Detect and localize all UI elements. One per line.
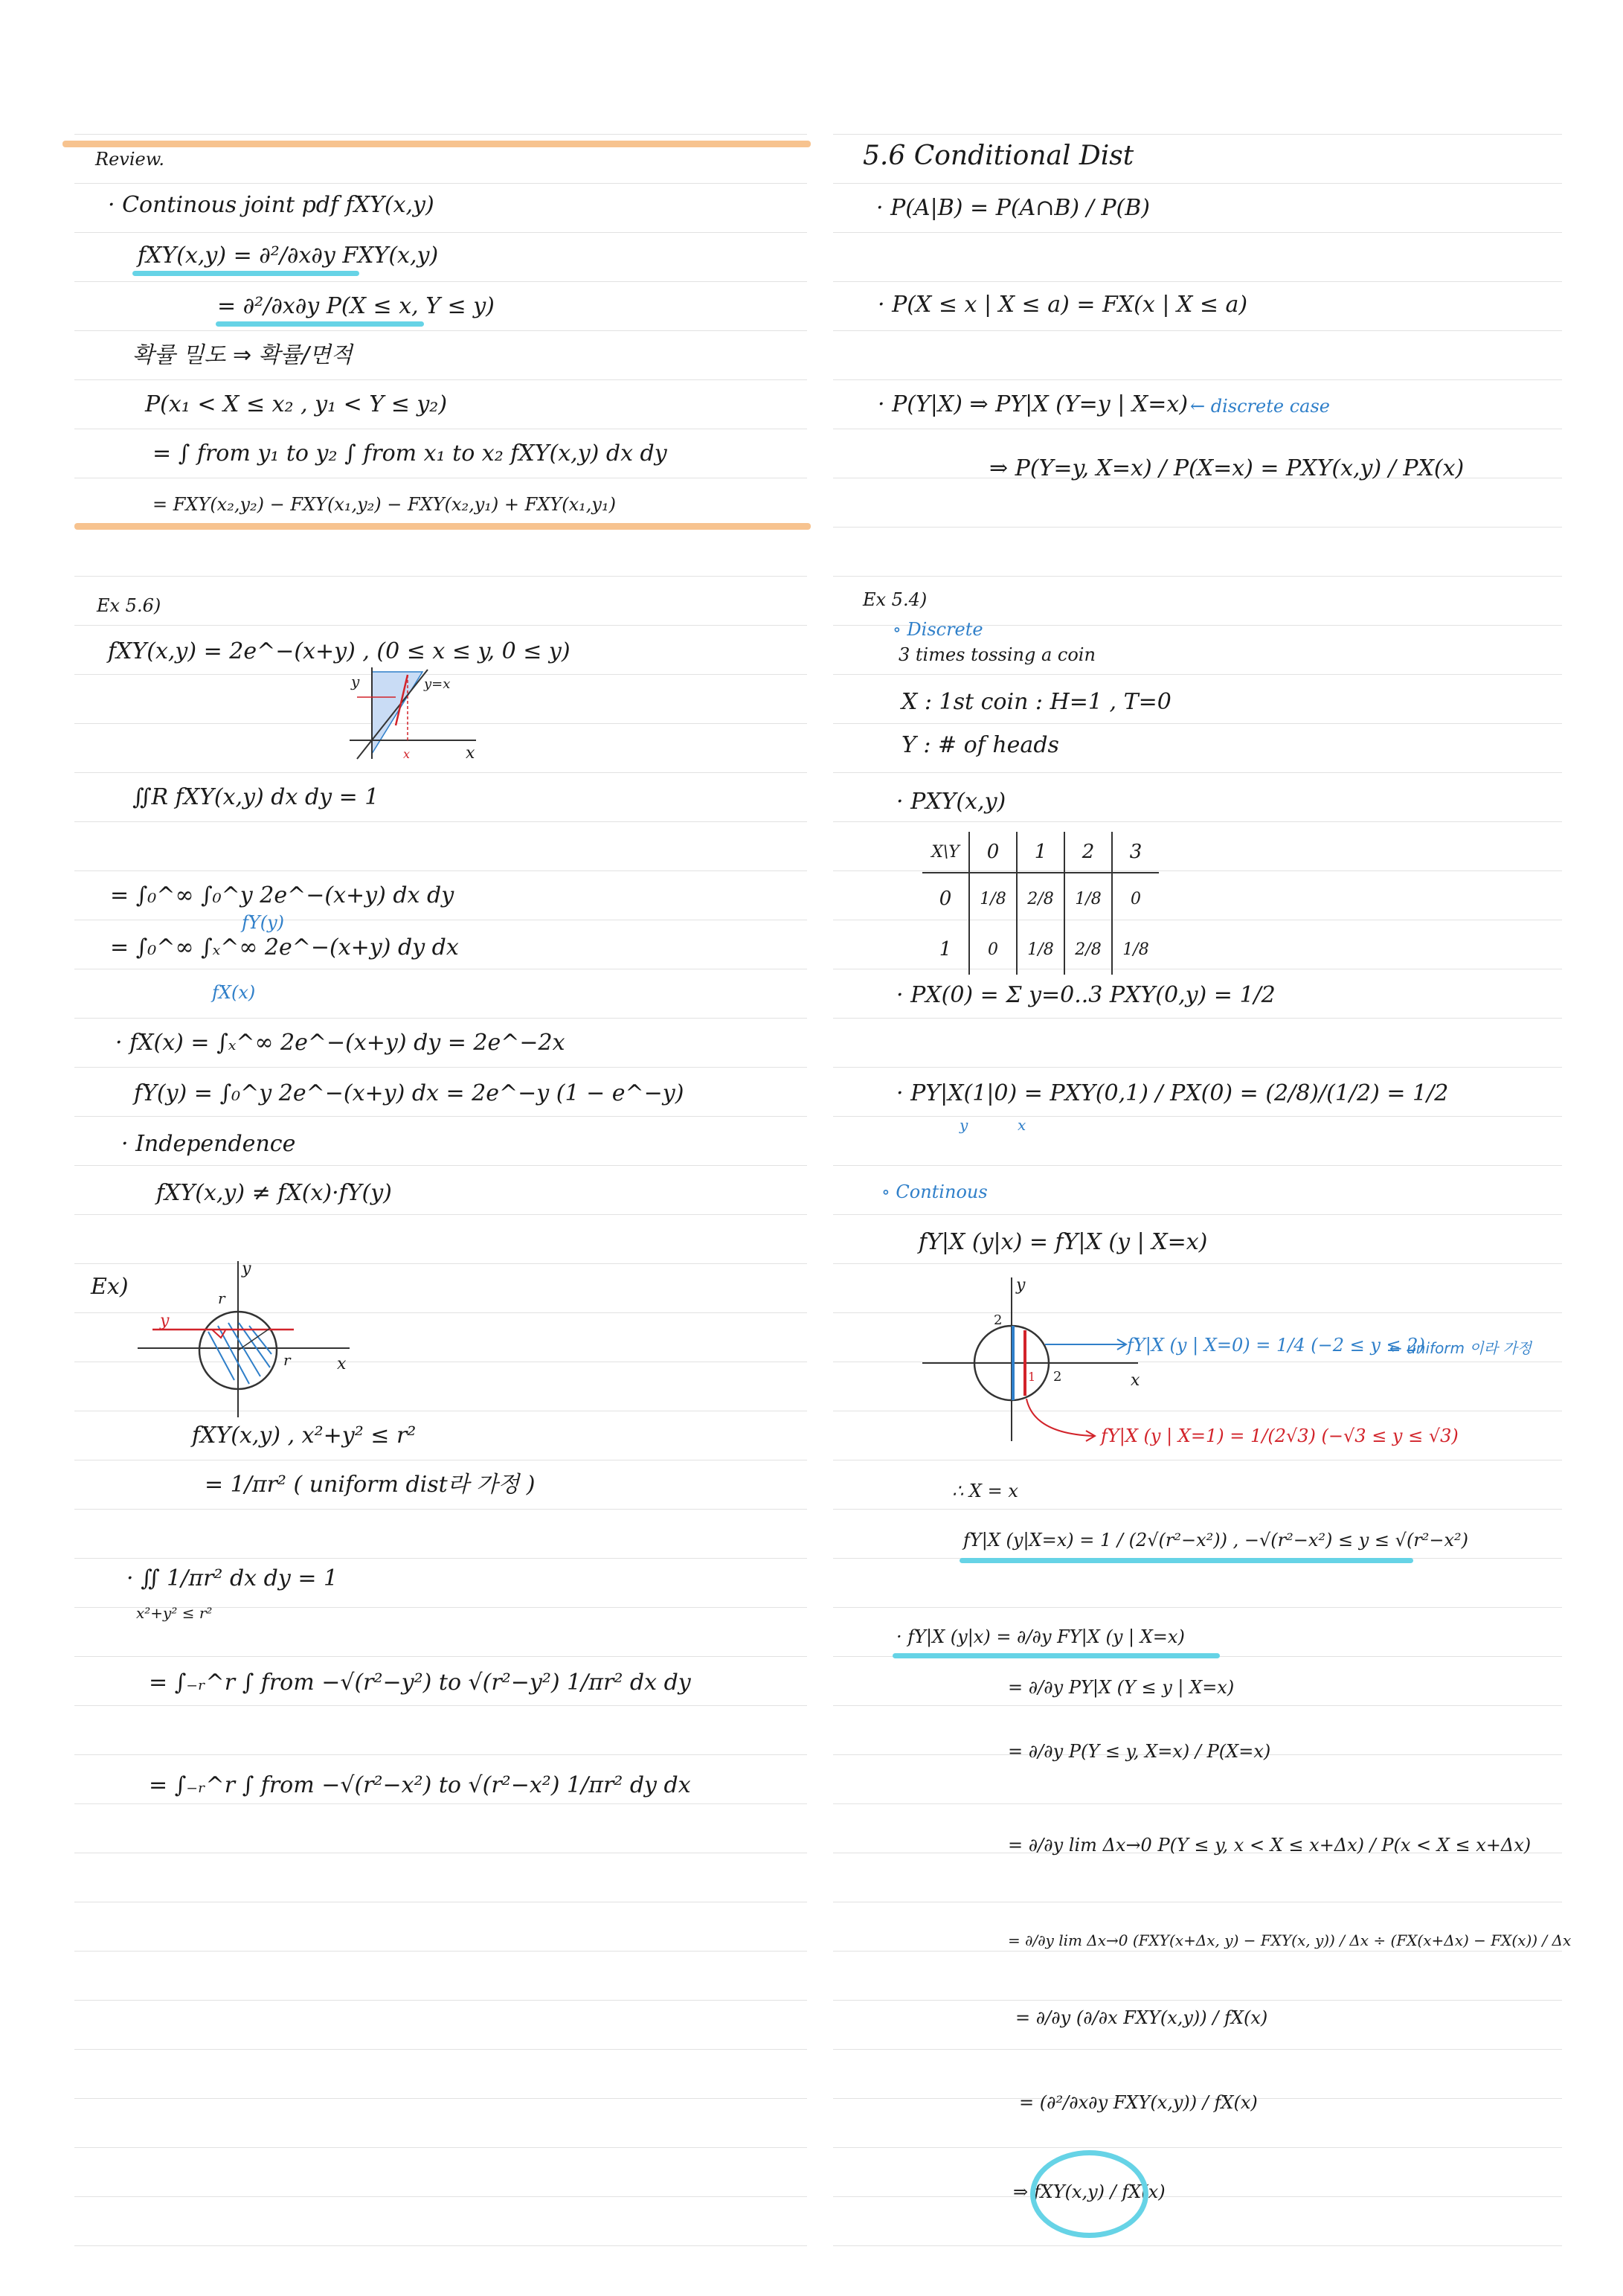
ex54-col-3: 3 [1112, 832, 1159, 873]
ex56-line-6: · Independence [121, 1131, 296, 1157]
ex54-line-2: X : 1st coin : H=1 , T=0 [902, 689, 1172, 715]
ex-circle-title: Ex) [91, 1274, 129, 1300]
ex54-line-1: 3 times tossing a coin [899, 644, 1096, 665]
section-line-4: ⇒ P(Y=y, X=x) / P(X=x) = PXY(x,y) / PX(x) [989, 455, 1465, 481]
ex54-line-9-underline [960, 1558, 1413, 1563]
ex54-fig-blue-label: fY|X (y | X=0) = 1/4 (−2 ≤ y ≤ 2) [1127, 1335, 1425, 1356]
ex56-line-3-note: fX(x) [212, 982, 256, 1003]
ex54-fig-y-label: y [1016, 1276, 1026, 1295]
ex56-fig-line-label: y=x [424, 676, 451, 692]
section-line-3: · P(Y|X) ⇒ PY|X (Y=y | X=x) [878, 391, 1189, 417]
review-line-5: P(x₁ < X ≤ x₂ , y₁ < Y ≤ y₂) [145, 391, 448, 417]
ex56-fig-x-label: x [466, 744, 475, 763]
ex56-line-2: = ∫₀^∞ ∫₀^y 2e^−(x+y) dx dy [110, 882, 454, 908]
ex54-circle-figure [922, 1274, 1175, 1445]
review-line-1: · Continous joint pdf fXY(x,y) [108, 192, 434, 218]
ex56-line-4: · fX(x) = ∫ₓ^∞ 2e^−(x+y) dy = 2e^−2x [115, 1030, 565, 1056]
ex54-col-0: 0 [969, 832, 1017, 873]
ex54-continous: ∘ Continous [881, 1181, 988, 1202]
review-line-3: = ∂²/∂x∂y P(X ≤ x, Y ≤ y) [217, 293, 495, 319]
review-top-highlight [62, 141, 811, 147]
ex54-deriv-5: = ∂/∂y lim Δx→0 (FXY(x+Δx, y) − FXY(x, y)) / Δx ÷ (FX(x+Δx) − FX(x)) / Δx [1008, 1931, 1572, 1949]
ex54-final-circle [1030, 2150, 1148, 2238]
ex54-cell-0-3: 0 [1131, 889, 1141, 908]
ex54-col-1: 1 [1017, 832, 1064, 873]
ex54-deriv-3: = ∂/∂y P(Y ≤ y, X=x) / P(X=x) [1008, 1741, 1271, 1762]
ex54-cell-1-3: 1/8 [1122, 940, 1149, 959]
ex-circle-r-top: r [218, 1289, 225, 1307]
ex54-line-6: · PY|X(1|0) = PXY(0,1) / PX(0) = (2/8)/(1/2) = 1/2 [896, 1080, 1449, 1106]
ex-circle-line-1: fXY(x,y) , x²+y² ≤ r² [192, 1423, 417, 1449]
ex54-line-4: · PXY(x,y) [896, 789, 1006, 815]
review-line-2-underline [132, 271, 359, 276]
ex56-fig-x-mark: x [403, 747, 411, 761]
review-line-4: 확률 밀도 ⇒ 확률/면적 [132, 342, 353, 368]
ex-circle-line-2: = 1/πr² ( uniform dist라 가정 ) [205, 1472, 536, 1498]
section-title: 5.6 Conditional Dist [863, 141, 1134, 171]
section-line-3-note: ← discrete case [1190, 396, 1330, 417]
ex54-fig-1-right: 1 [1028, 1370, 1036, 1384]
ex56-shaded-region [372, 672, 422, 754]
ex-circle-line-3-sub: x²+y² ≤ r² [136, 1604, 213, 1622]
ex54-title: Ex 5.4) [863, 589, 928, 610]
ex-circle-line-3: · ∬ 1/πr² dx dy = 1 [126, 1565, 338, 1591]
ex54-fig-x-label: x [1131, 1371, 1140, 1390]
ex56-region-figure [327, 666, 491, 763]
ex54-table-corner: X\Y [922, 832, 969, 873]
ex54-line-5: · PX(0) = Σ y=0..3 PXY(0,y) = 1/2 [896, 982, 1276, 1008]
ex54-cell-0-0: 1/8 [969, 873, 1017, 924]
ex54-cell-0-1: 2/8 [1017, 873, 1064, 924]
ex54-cell-1-0: 0 [969, 924, 1017, 975]
review-bottom-highlight [74, 523, 811, 530]
ex56-line-5: fY(y) = ∫₀^y 2e^−(x+y) dx = 2e^−y (1 − e^−y) [134, 1080, 684, 1106]
ex-circle-line-4: = ∫₋ᵣ^r ∫ from −√(r²−y²) to √(r²−y²) 1/πr² dx dy [149, 1670, 691, 1696]
ex-circle-red-y: y [160, 1312, 170, 1330]
review-line-3-underline [216, 321, 424, 327]
ex54-cell-1-2: 2/8 [1064, 924, 1112, 975]
ex54-corner-y: Y [948, 842, 960, 862]
ex54-fig-red-arrow [1026, 1399, 1093, 1436]
ex-circle-r-right: r [283, 1351, 291, 1369]
review-line-2: fXY(x,y) = ∂²/∂x∂y FXY(x,y) [138, 243, 439, 269]
ex56-pdf: fXY(x,y) = 2e^−(x+y) , (0 ≤ x ≤ y, 0 ≤ y) [108, 638, 571, 664]
review-line-7: = FXY(x₂,y₂) − FXY(x₁,y₂) − FXY(x₂,y₁) + FXY(x₁,y₁) [152, 494, 616, 515]
ex54-line-7: fY|X (y|x) = fY|X (y | X=x) [919, 1229, 1208, 1255]
ex54-row-1-x: 1 [922, 924, 969, 975]
ex54-line-9: fY|X (y|X=x) = 1 / (2√(r²−x²)) , −√(r²−x²) ≤ y ≤ √(r²−x²) [963, 1530, 1469, 1551]
ex56-line-1: ∬R fXY(x,y) dx dy = 1 [132, 784, 379, 810]
ex54-fig-2-top: 2 [994, 1312, 1003, 1328]
ex54-table-header-row [922, 832, 1159, 873]
ex54-fig-red-label: fY|X (y | X=1) = 1/(2√3) (−√3 ≤ y ≤ √3) [1101, 1426, 1459, 1446]
ex-circle-figure [138, 1257, 361, 1421]
ex56-fig-y-label: y [351, 673, 360, 690]
ex54-cell-1-1: 1/8 [1017, 924, 1064, 975]
ex54-deriv-8: ⇒ fXY(x,y) / fX(x) [1013, 2181, 1166, 2202]
ex56-title: Ex 5.6) [97, 595, 161, 616]
ex54-deriv-2: = ∂/∂y PY|X (Y ≤ y | X=x) [1008, 1677, 1235, 1698]
ex54-line-3: Y : # of heads [902, 732, 1059, 758]
ex54-line-6-y-mark: y [960, 1116, 968, 1134]
ex54-fig-blue-note: ← uniform 이라 가정 [1389, 1339, 1532, 1357]
ex54-deriv-7: = (∂²/∂x∂y FXY(x,y)) / fX(x) [1019, 2092, 1258, 2113]
section-line-2: · P(X ≤ x | X ≤ a) = FX(x | X ≤ a) [878, 292, 1248, 318]
ex54-table-row-0 [922, 873, 1159, 924]
review-title: Review. [95, 149, 165, 170]
ex56-line-2-note: fY(y) [242, 912, 285, 933]
ex54-col-2: 2 [1064, 832, 1112, 873]
ex54-deriv-4: = ∂/∂y lim Δx→0 P(Y ≤ y, x < X ≤ x+Δx) / P(x < X ≤ x+Δx) [1008, 1835, 1532, 1856]
ex54-deriv-1: · fY|X (y|x) = ∂/∂y FY|X (y | X=x) [896, 1626, 1185, 1647]
ex54-deriv-6: = ∂/∂y (∂/∂x FXY(x,y)) / fX(x) [1015, 2007, 1268, 2028]
ex-circle-y-label: y [242, 1260, 251, 1278]
ex54-line-8: ∴ X = x [952, 1481, 1018, 1501]
ex-circle-x-label: x [337, 1355, 347, 1373]
ex54-row-0-x: 0 [922, 873, 969, 924]
ex56-line-7: fXY(x,y) ≠ fX(x)·fY(y) [156, 1180, 392, 1206]
review-line-6: = ∫ from y₁ to y₂ ∫ from x₁ to x₂ fXY(x,y) dx dy [152, 440, 667, 466]
ex54-discrete: ∘ Discrete [893, 619, 983, 640]
ex54-pmf-table [922, 832, 1159, 975]
ex54-fig-2-right: 2 [1053, 1369, 1062, 1385]
ex54-cell-0-2: 1/8 [1064, 873, 1112, 924]
ex54-corner-x: X [931, 842, 943, 862]
ex-circle-hatch [208, 1323, 271, 1384]
ex56-line-3: = ∫₀^∞ ∫ₓ^∞ 2e^−(x+y) dy dx [110, 934, 459, 961]
section-line-1: · P(A|B) = P(A∩B) / P(B) [876, 195, 1150, 221]
ex54-line-6-x-mark: x [1018, 1116, 1026, 1134]
ex54-table-row-1 [922, 924, 1159, 975]
ex54-deriv-1-underline [893, 1653, 1220, 1658]
ex-circle-line-5: = ∫₋ᵣ^r ∫ from −√(r²−x²) to √(r²−x²) 1/πr² dy dx [149, 1772, 691, 1798]
